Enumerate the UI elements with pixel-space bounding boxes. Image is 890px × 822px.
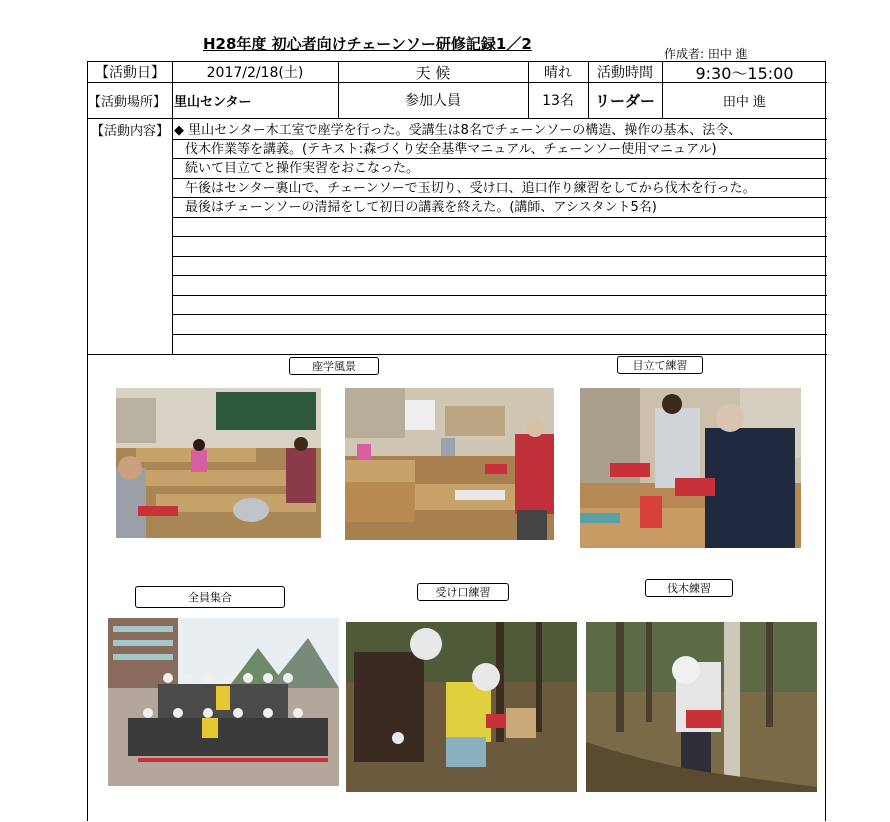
photo-felling xyxy=(586,622,817,792)
caption-group: 全員集合 xyxy=(135,586,285,608)
caption-lecture: 座学風景 xyxy=(289,357,379,375)
time-label: 活動時間 xyxy=(597,65,653,81)
content-line-3: 続いて目立てと操作実習をおこなった。 xyxy=(185,161,420,176)
photo-group xyxy=(108,618,339,786)
photo-lecture xyxy=(116,388,321,538)
caption-notch: 受け口練習 xyxy=(417,583,509,601)
leader-value: 田中 進 xyxy=(722,94,767,110)
time-value: 9:30〜15:00 xyxy=(695,63,794,83)
page-title: H28年度 初心者向けチェーンソー研修記録1／2 xyxy=(203,35,532,53)
date-label: 【活動日】 xyxy=(95,65,165,81)
participants-label: 参加人員 xyxy=(405,93,461,109)
leader-label: リーダー xyxy=(594,91,655,110)
content-label: 【活動内容】 xyxy=(90,123,169,139)
caption-sharpen: 目立て練習 xyxy=(617,356,703,374)
photo-sharpen xyxy=(580,388,801,548)
weather-label: 天 候 xyxy=(415,63,451,82)
place-value: 里山センター xyxy=(174,94,252,110)
photo-notch xyxy=(346,622,577,792)
date-value: 2017/2/18(土) xyxy=(206,65,304,81)
content-line-4: 午後はセンター裏山で、チェーンソーで玉切り、受け口、追口作り練習をしてから伐木を行った。 xyxy=(185,181,756,196)
author-label: 作成者: 田中 進 xyxy=(664,47,748,61)
photo-classroom xyxy=(345,388,554,540)
content-line-1: ◆ 里山センター木工室で座学を行った。受講生は8名でチェーンソーの構造、操作の基本、法令、 xyxy=(174,123,742,138)
content-line-5: 最後はチェーンソーの清掃をして初日の講義を終えた。(講師、アシスタント5名) xyxy=(185,200,657,215)
participants-value: 13名 xyxy=(542,93,574,109)
content-line-2: 伐木作業等を講義。(テキスト:森づくり安全基準マニュアル、チェーンソー使用マニュアル) xyxy=(185,142,717,157)
caption-felling: 伐木練習 xyxy=(645,579,733,597)
place-label: 【活動場所】 xyxy=(88,94,167,110)
weather-value: 晴れ xyxy=(544,65,572,81)
